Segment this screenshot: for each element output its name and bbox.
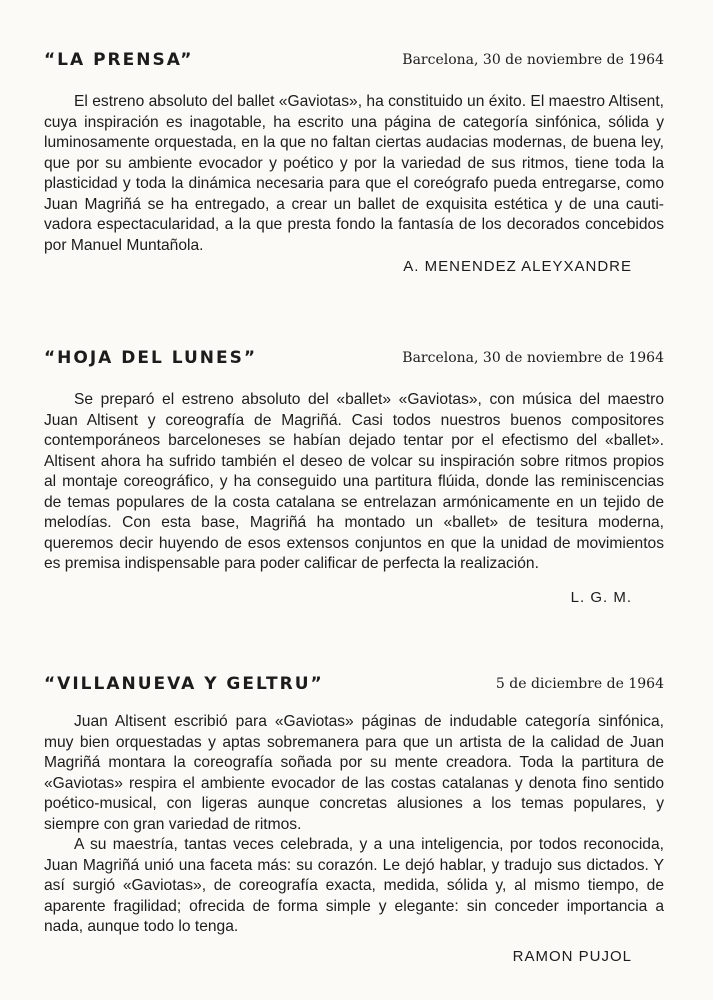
signature: A. MENENDEZ ALEYXANDRE (403, 258, 632, 275)
dateline: Barcelona, 30 de noviembre de 1964 (402, 52, 664, 68)
newspaper-name: “VILLANUEVA Y GELTRU” (44, 674, 324, 694)
paragraph: Se preparó el estreno absoluto del «ballet» «Gaviotas», con música del maestro Juan Altisent y coreografía de Magriñá. Casi todos nuestros buenos compositores contemporáneos barceloneses se habían dejado tentar por el efectismo del «ballet». Altisent ahora ha sufrido también el deseo de volcar su inspiración sobre ritmos propios al montaje coreográfico, y ha conseguido una partitura flúida, donde las reminiscencias de temas populares de la costa catalana se entrelazan armónicamente en un tejido de melodías. Con esta base, Magriñá ha montado un «ballet» de tesitura moderna, queremos decir huyendo de esos extensos conjuntos en que la unidad de movimientos es premisa indispensable para poder calificar de perfecta la realización. (44, 391, 664, 572)
review-header (44, 674, 664, 698)
review-villanueva-y-geltru (44, 674, 664, 965)
dateline: 5 de diciembre de 1964 (495, 676, 664, 692)
paragraph: Juan Altisent escribió para «Gaviotas» páginas de indudable categoría sinfónica, muy bien orquestadas y aptas sobremanera para que un artista de la calidad de Juan Magriñá montara la coreografía soñada por su mente creadora. Toda la partitura de «Gaviotas» respira el ambiente evocador de las costas catalanas y denota fino sentido poético-musical, con ligeras aunque concretas alusiones a los temas populares, y siempre con gran variedad de ritmos. (44, 713, 664, 833)
paragraph: A su maestría, tantas veces celebrada, y a una inteligencia, por todos reconocida, Juan Magriñá unió una faceta más: su corazón. Le dejó hablar, y tradujo sus dictados. Y así surgió «Gaviotas», de coreografía exacta, medida, sólida y, al mismo tiempo, de aparente fragilidad; ofrecida de forma simple y elegante: sin conceder importancia a nada, aunque todo lo tenga. (44, 836, 664, 935)
review-body (44, 390, 664, 575)
dateline: Barcelona, 30 de noviembre de 1964 (402, 350, 664, 366)
review-body (44, 712, 664, 938)
review-header (44, 348, 664, 372)
paragraph: El estreno absoluto del ballet «Gaviotas», ha constituido un éxito. El maestro Altisent, cuya inspiración es inagotable, ha escrito una página de categoría sinfónica, sólida y luminosamente orquestada, en la que no faltan ciertas audacias modernas, de buena ley, que por su ambiente evocador y poético y por la variedad de sus ritmos, tiene toda la plasticidad y toda la dinámica necesaria para que el coreógrafo pueda entregarse, como Juan Magriñá se ha entregado, a crear un ballet de exquisita estética y de una cautivadora espectacularidad, a la que presta fondo la fantasía de los decorados concebidos por Manuel Muntañola. (44, 93, 664, 254)
review-header (44, 50, 664, 74)
newspaper-name: “HOJA DEL LUNES” (44, 348, 258, 368)
review-la-prensa (44, 50, 664, 275)
signature: RAMON PUJOL (512, 947, 632, 965)
review-hoja-del-lunes (44, 348, 664, 606)
newspaper-name: “LA PRENSA” (44, 50, 194, 70)
signature: L. G. M. (570, 588, 632, 606)
review-body (44, 92, 664, 256)
